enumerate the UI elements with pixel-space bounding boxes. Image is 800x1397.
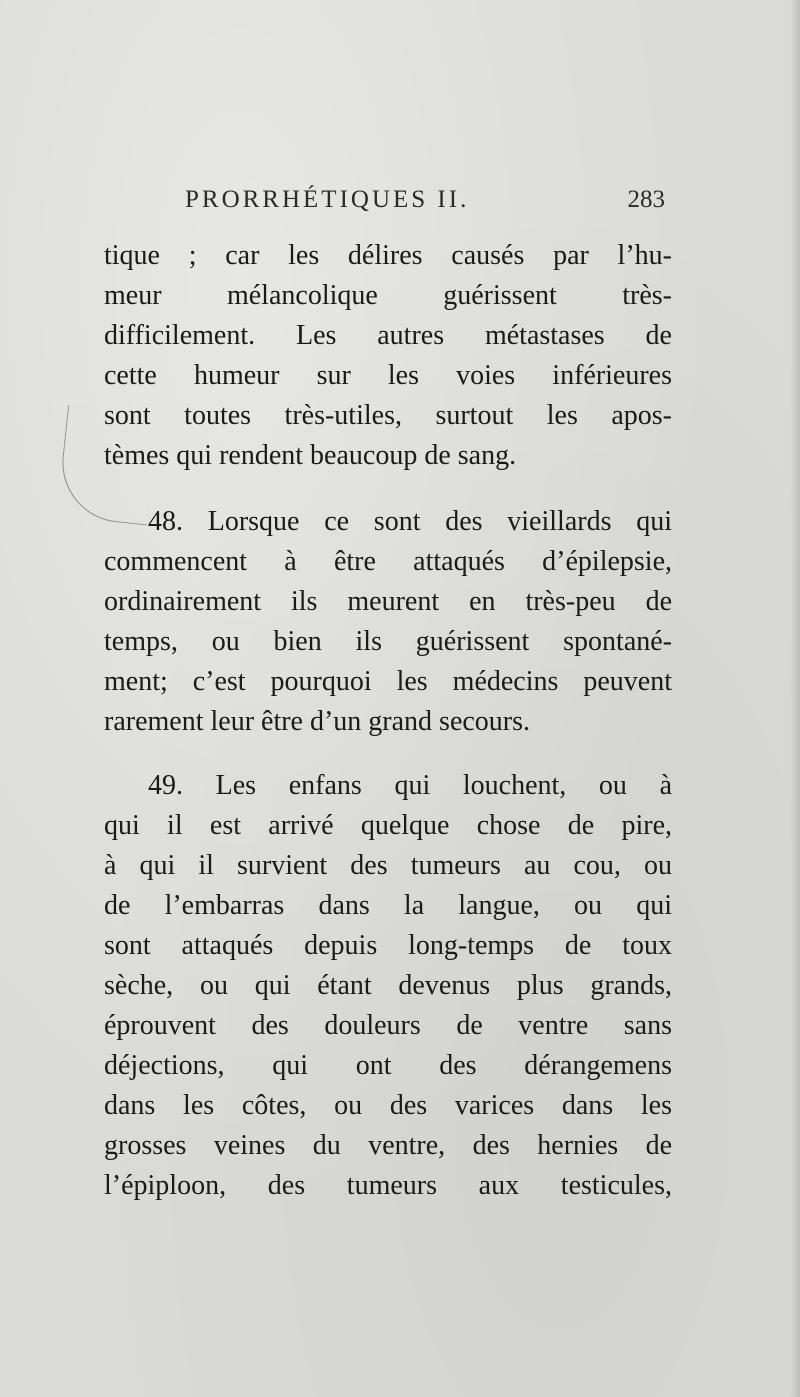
text-line: dans les côtes, ou des varices dans les bbox=[104, 1090, 672, 1121]
text-line: ment; c’est pourquoi les médecins peuvent bbox=[104, 666, 672, 697]
running-header bbox=[185, 186, 665, 220]
text-line: déjections, qui ont des dérangemens bbox=[104, 1050, 672, 1081]
text-line: qui il est arrivé quelque chose de pire, bbox=[104, 810, 672, 841]
text-line: à qui il survient des tumeurs au cou, ou bbox=[104, 850, 672, 881]
text-line: difficilement. Les autres métastases de bbox=[104, 320, 672, 351]
text-line: tèmes qui rendent beaucoup de sang. bbox=[104, 440, 517, 471]
text-line: commencent à être attaqués d’épilepsie, bbox=[104, 546, 672, 577]
text-line: tique ; car les délires causés par l’hu- bbox=[104, 240, 672, 271]
text-line: cette humeur sur les voies inférieures bbox=[104, 360, 672, 391]
text-line: grosses veines du ventre, des hernies de bbox=[104, 1130, 672, 1161]
text-line: éprouvent des douleurs de ventre sans bbox=[104, 1010, 672, 1041]
text-line: rarement leur être d’un grand secours. bbox=[104, 706, 531, 737]
page-number: 283 bbox=[627, 186, 665, 213]
text-line: sont attaqués depuis long-temps de toux bbox=[104, 930, 672, 961]
running-title: PRORRHÉTIQUES II. bbox=[185, 186, 470, 213]
paragraph-continuation bbox=[104, 236, 672, 476]
page-edge-shadow bbox=[790, 0, 800, 1397]
paragraph-49 bbox=[104, 766, 672, 1206]
text-line: ordinairement ils meurent en très-peu de bbox=[104, 586, 672, 617]
text-line: 48. Lorsque ce sont des vieillards qui bbox=[148, 506, 672, 537]
text-line: temps, ou bien ils guérissent spontané- bbox=[104, 626, 672, 657]
text-line: 49. Les enfans qui louchent, ou à bbox=[148, 770, 672, 801]
paragraph-48 bbox=[104, 502, 672, 742]
text-line: sont toutes très-utiles, surtout les apos- bbox=[104, 400, 672, 431]
text-line: de l’embarras dans la langue, ou qui bbox=[104, 890, 672, 921]
text-line: l’épiploon, des tumeurs aux testicules, bbox=[104, 1170, 672, 1201]
text-line: sèche, ou qui étant devenus plus grands, bbox=[104, 970, 672, 1001]
text-line: meur mélancolique guérissent très- bbox=[104, 280, 672, 311]
